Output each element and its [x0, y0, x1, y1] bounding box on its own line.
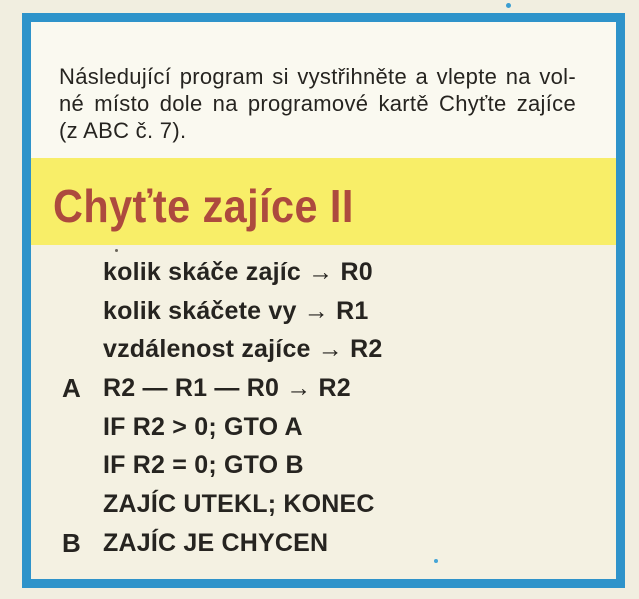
row-code: IF R2 = 0; GTO B: [103, 451, 304, 480]
intro-line: Následující program si vystřihněte a vlepte na vol-: [59, 64, 576, 89]
row-code: vzdálenost zajíce → R2: [103, 335, 383, 364]
row-label: A: [62, 372, 81, 403]
blue-border-frame: [22, 13, 625, 588]
scan-speck-icon: [434, 559, 438, 563]
intro-line: né místo dole na programové kartě Chyťte zajíce: [59, 91, 576, 116]
program-row: [62, 253, 606, 292]
row-code: R2 — R1 — R0 → R2: [103, 373, 351, 402]
program-row: [62, 408, 606, 447]
program-row: [62, 485, 606, 524]
program-title: Chyťte zajíce II: [53, 180, 354, 232]
program-row: [62, 524, 606, 563]
program-row: [62, 369, 606, 408]
program-row: [62, 292, 606, 331]
row-code: ZAJÍC UTEKL; KONEC: [103, 489, 375, 518]
row-code: IF R2 > 0; GTO A: [103, 412, 303, 441]
intro-line: (z ABC č. 7).: [59, 118, 187, 143]
scan-speck-icon: [115, 249, 118, 252]
row-label: B: [62, 527, 81, 558]
program-row: [62, 446, 606, 485]
program-listing: [62, 253, 606, 563]
scan-speck-icon: [506, 3, 511, 8]
row-code: kolik skáčete vy → R1: [103, 296, 369, 325]
row-code: kolik skáče zajíc → R0: [103, 257, 373, 286]
program-row: [62, 330, 606, 369]
row-code: ZAJÍC JE CHYCEN: [103, 528, 329, 557]
intro-paragraph: [59, 63, 576, 144]
